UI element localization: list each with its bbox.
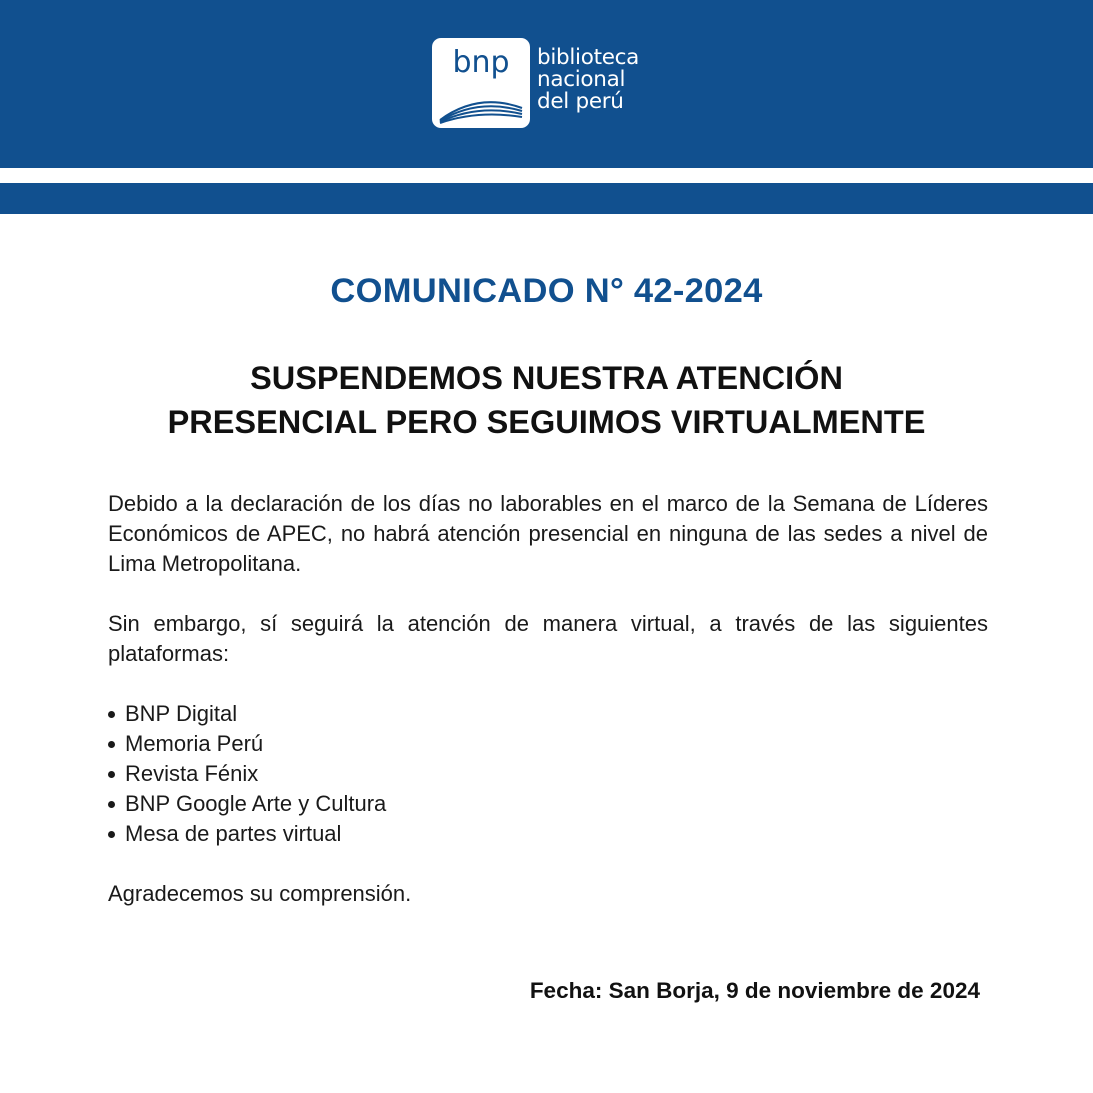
logo-line-2: nacional <box>537 67 626 92</box>
platform-list <box>108 699 988 849</box>
platform-label: BNP Google Arte y Cultura <box>125 791 387 816</box>
list-item <box>108 819 988 849</box>
logo-line-3: del perú <box>537 89 624 114</box>
logo-abbr: bnp <box>452 45 510 80</box>
bullet-icon <box>108 771 115 778</box>
list-item <box>108 699 988 729</box>
list-item <box>108 729 988 759</box>
bullet-icon <box>108 741 115 748</box>
notice-number: COMUNICADO N° 42-2024 <box>330 272 763 310</box>
bullet-icon <box>108 711 115 718</box>
headline-line-1: SUSPENDEMOS NUESTRA ATENCIÓN <box>250 360 843 396</box>
paragraph-apec: Debido a la declaración de los días no laborables en el marco de la Semana de Líderes Económicos de APEC, no habrá atención presencial en ninguna de las sedes a nivel de Lima Metropolitana. <box>108 491 988 576</box>
header-stripe <box>0 183 1093 214</box>
paragraph-virtual: Sin embargo, sí seguirá la atención de manera virtual, a través de las siguientes plataformas: <box>108 611 988 666</box>
logo-line-1: biblioteca <box>537 45 640 70</box>
notice-body <box>108 489 988 909</box>
list-item <box>108 759 988 789</box>
bnp-logo <box>432 38 639 128</box>
logo-badge <box>432 38 530 128</box>
notice-headline <box>0 356 1093 444</box>
platform-label: Revista Fénix <box>125 761 259 786</box>
platform-label: BNP Digital <box>125 701 238 726</box>
closing-text: Agradecemos su comprensión. <box>108 881 412 906</box>
bullet-icon <box>108 831 115 838</box>
list-item <box>108 789 988 819</box>
bullet-icon <box>108 801 115 808</box>
book-arcs-icon <box>438 90 524 124</box>
headline-line-2: PRESENCIAL PERO SEGUIMOS VIRTUALMENTE <box>167 404 926 440</box>
platform-label: Memoria Perú <box>125 731 264 756</box>
date-line: Fecha: San Borja, 9 de noviembre de 2024 <box>529 978 980 1003</box>
platform-label: Mesa de partes virtual <box>125 821 342 846</box>
logo-wordmark <box>537 47 639 113</box>
